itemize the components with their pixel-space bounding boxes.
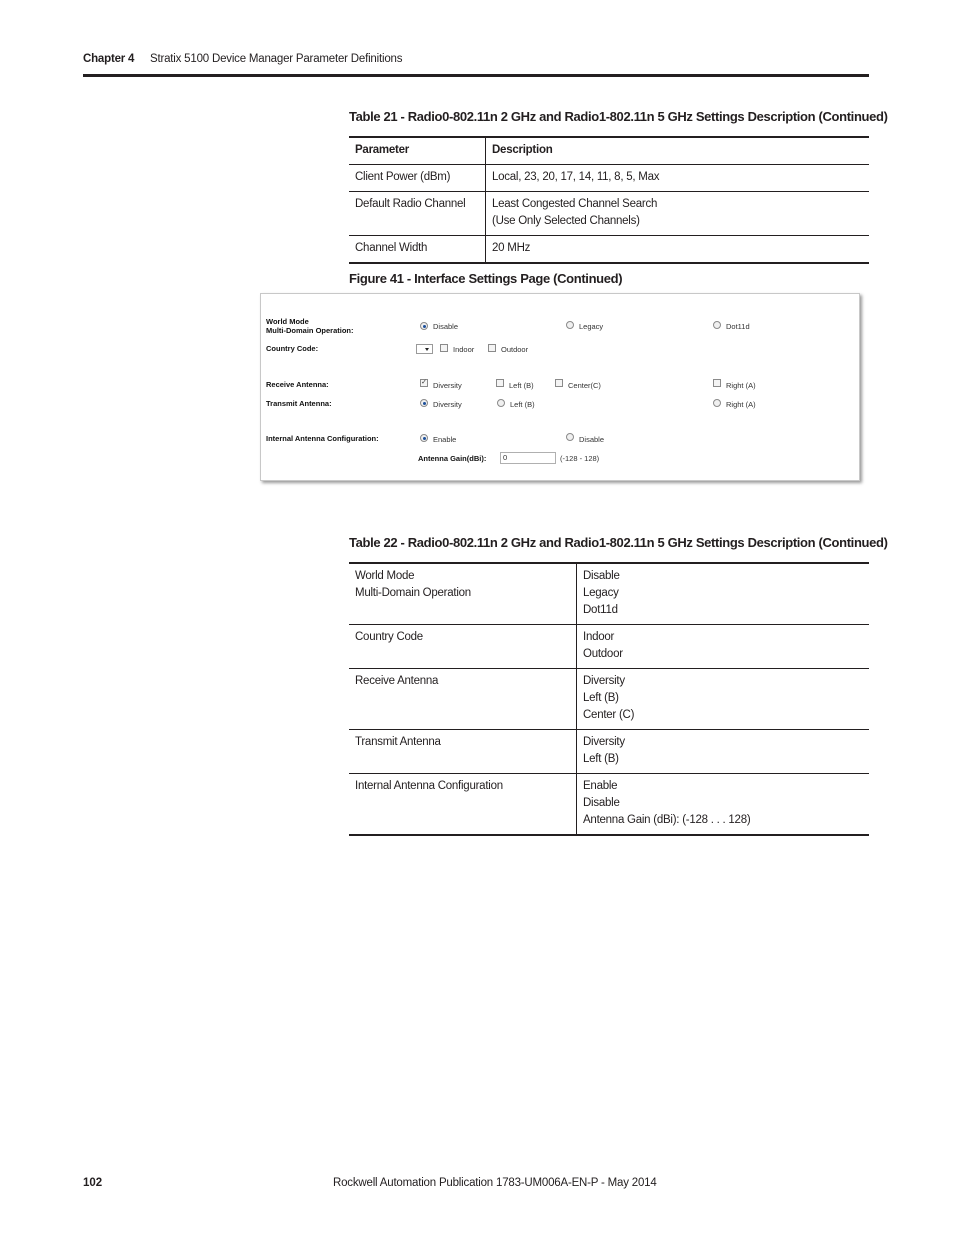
description-cell <box>577 563 870 625</box>
receive-antenna-label: Receive Antenna: <box>266 380 329 389</box>
transmit-left-radio[interactable] <box>497 399 505 407</box>
description-cell <box>577 669 870 730</box>
description-line: Indoor <box>583 631 615 643</box>
parameter-cell <box>349 669 577 730</box>
antenna-gain-range: (-128 - 128) <box>560 454 600 463</box>
chapter-label: Chapter 4 <box>83 53 135 65</box>
option-label: Legacy <box>579 322 604 331</box>
interface-settings-screenshot <box>260 293 860 481</box>
parameter-cell: Channel Width <box>349 236 486 264</box>
description-line: Legacy <box>583 587 619 599</box>
table-row <box>349 625 869 669</box>
column-header-description: Description <box>492 144 553 156</box>
parameter-line: Receive Antenna <box>355 675 439 687</box>
option-label: Diversity <box>433 400 462 409</box>
description-line: Enable <box>583 780 618 792</box>
table-row <box>349 669 869 730</box>
parameter-line: Country Code <box>355 631 423 643</box>
description-line: Diversity <box>583 675 625 687</box>
option-label: Diversity <box>433 381 462 390</box>
transmit-diversity-radio[interactable] <box>420 399 428 407</box>
internal-antenna-disable-radio[interactable] <box>566 433 574 441</box>
table22-caption: Table 22 - Radio0-802.11n 2 GHz and Radio1-802.11n 5 GHz Settings Description (Continued) <box>349 535 888 550</box>
table21 <box>349 136 869 264</box>
table-row <box>349 774 869 836</box>
receive-left-checkbox[interactable] <box>496 379 504 387</box>
column-header-parameter: Parameter <box>349 137 486 165</box>
table22 <box>349 562 869 836</box>
multi-domain-dot11d-radio[interactable] <box>713 321 721 329</box>
transmit-right-radio[interactable] <box>713 399 721 407</box>
parameter-line: Multi-Domain Operation <box>355 587 471 599</box>
description-line: Disable <box>583 797 620 809</box>
internal-antenna-label: Internal Antenna Configuration: <box>266 434 379 443</box>
transmit-antenna-label: Transmit Antenna: <box>266 399 332 408</box>
parameter-line: World Mode <box>355 570 415 582</box>
outdoor-checkbox[interactable] <box>488 344 496 352</box>
description-line: Center (C) <box>583 709 635 721</box>
table21-caption: Table 21 - Radio0-802.11n 2 GHz and Radio1-802.11n 5 GHz Settings Description (Continued) <box>349 109 888 124</box>
description-cell <box>577 730 870 774</box>
description-line: Diversity <box>583 736 625 748</box>
option-label: Outdoor <box>501 345 529 354</box>
description-line: Dot11d <box>583 604 618 616</box>
multi-domain-legacy-radio[interactable] <box>566 321 574 329</box>
description-line: Left (B) <box>583 753 619 765</box>
parameter-cell <box>349 774 577 836</box>
header-rule <box>83 74 869 77</box>
world-mode-label: World Mode <box>266 317 309 326</box>
table-row <box>349 192 869 236</box>
table-header-row <box>349 137 869 165</box>
country-code-select[interactable] <box>416 344 433 354</box>
page-number: 102 <box>83 1177 103 1189</box>
option-label: Right (A) <box>726 400 756 409</box>
description-line: Outdoor <box>583 648 623 660</box>
option-label: Center(C) <box>568 381 601 390</box>
internal-antenna-enable-radio[interactable] <box>420 434 428 442</box>
description-cell <box>486 165 870 192</box>
parameter-cell <box>349 625 577 669</box>
option-label: Dot11d <box>726 322 750 331</box>
description-cell <box>486 236 870 264</box>
parameter-cell <box>349 563 577 625</box>
country-code-label: Country Code: <box>266 344 319 353</box>
option-label: Enable <box>433 435 457 444</box>
figure41-caption: Figure 41 - Interface Settings Page (Continued) <box>349 271 623 286</box>
publication-info: Rockwell Automation Publication 1783-UM006A-EN-P - May 2014 <box>333 1177 657 1189</box>
description-line: (Use Only Selected Channels) <box>492 215 640 227</box>
receive-right-checkbox[interactable] <box>713 379 721 387</box>
multi-domain-disable-radio[interactable] <box>420 322 428 330</box>
description-cell <box>577 774 870 836</box>
receive-diversity-checkbox[interactable]: ✓ <box>421 379 427 386</box>
table-row <box>349 730 869 774</box>
description-line: Least Congested Channel Search <box>492 198 658 210</box>
description-cell <box>486 192 870 236</box>
receive-center-checkbox[interactable] <box>555 379 563 387</box>
description-cell <box>577 625 870 669</box>
option-label: Disable <box>433 322 459 331</box>
option-label: Indoor <box>453 345 475 354</box>
antenna-gain-input[interactable]: 0 <box>500 452 556 464</box>
description-line: Local, 23, 20, 17, 14, 11, 8, 5, Max <box>492 171 660 183</box>
description-line: Left (B) <box>583 692 619 704</box>
option-label: Left (B) <box>510 400 535 409</box>
table-row <box>349 563 869 625</box>
parameter-line: Internal Antenna Configuration <box>355 780 503 792</box>
parameter-cell: Client Power (dBm) <box>349 165 486 192</box>
table-row <box>349 165 869 192</box>
description-line: Antenna Gain (dBi): (-128 . . . 128) <box>583 814 751 826</box>
parameter-line: Transmit Antenna <box>355 736 441 748</box>
parameter-cell: Default Radio Channel <box>349 192 486 236</box>
description-line: Disable <box>583 570 620 582</box>
table-row <box>349 236 869 264</box>
option-label: Left (B) <box>509 381 534 390</box>
multi-domain-label: Multi-Domain Operation: <box>266 326 354 335</box>
option-label: Right (A) <box>726 381 756 390</box>
option-label: Disable <box>579 435 605 444</box>
indoor-checkbox[interactable] <box>440 344 448 352</box>
antenna-gain-label: Antenna Gain(dBi): <box>418 454 487 463</box>
chapter-title: Stratix 5100 Device Manager Parameter Definitions <box>150 53 403 65</box>
parameter-cell <box>349 730 577 774</box>
description-line: 20 MHz <box>492 242 531 254</box>
